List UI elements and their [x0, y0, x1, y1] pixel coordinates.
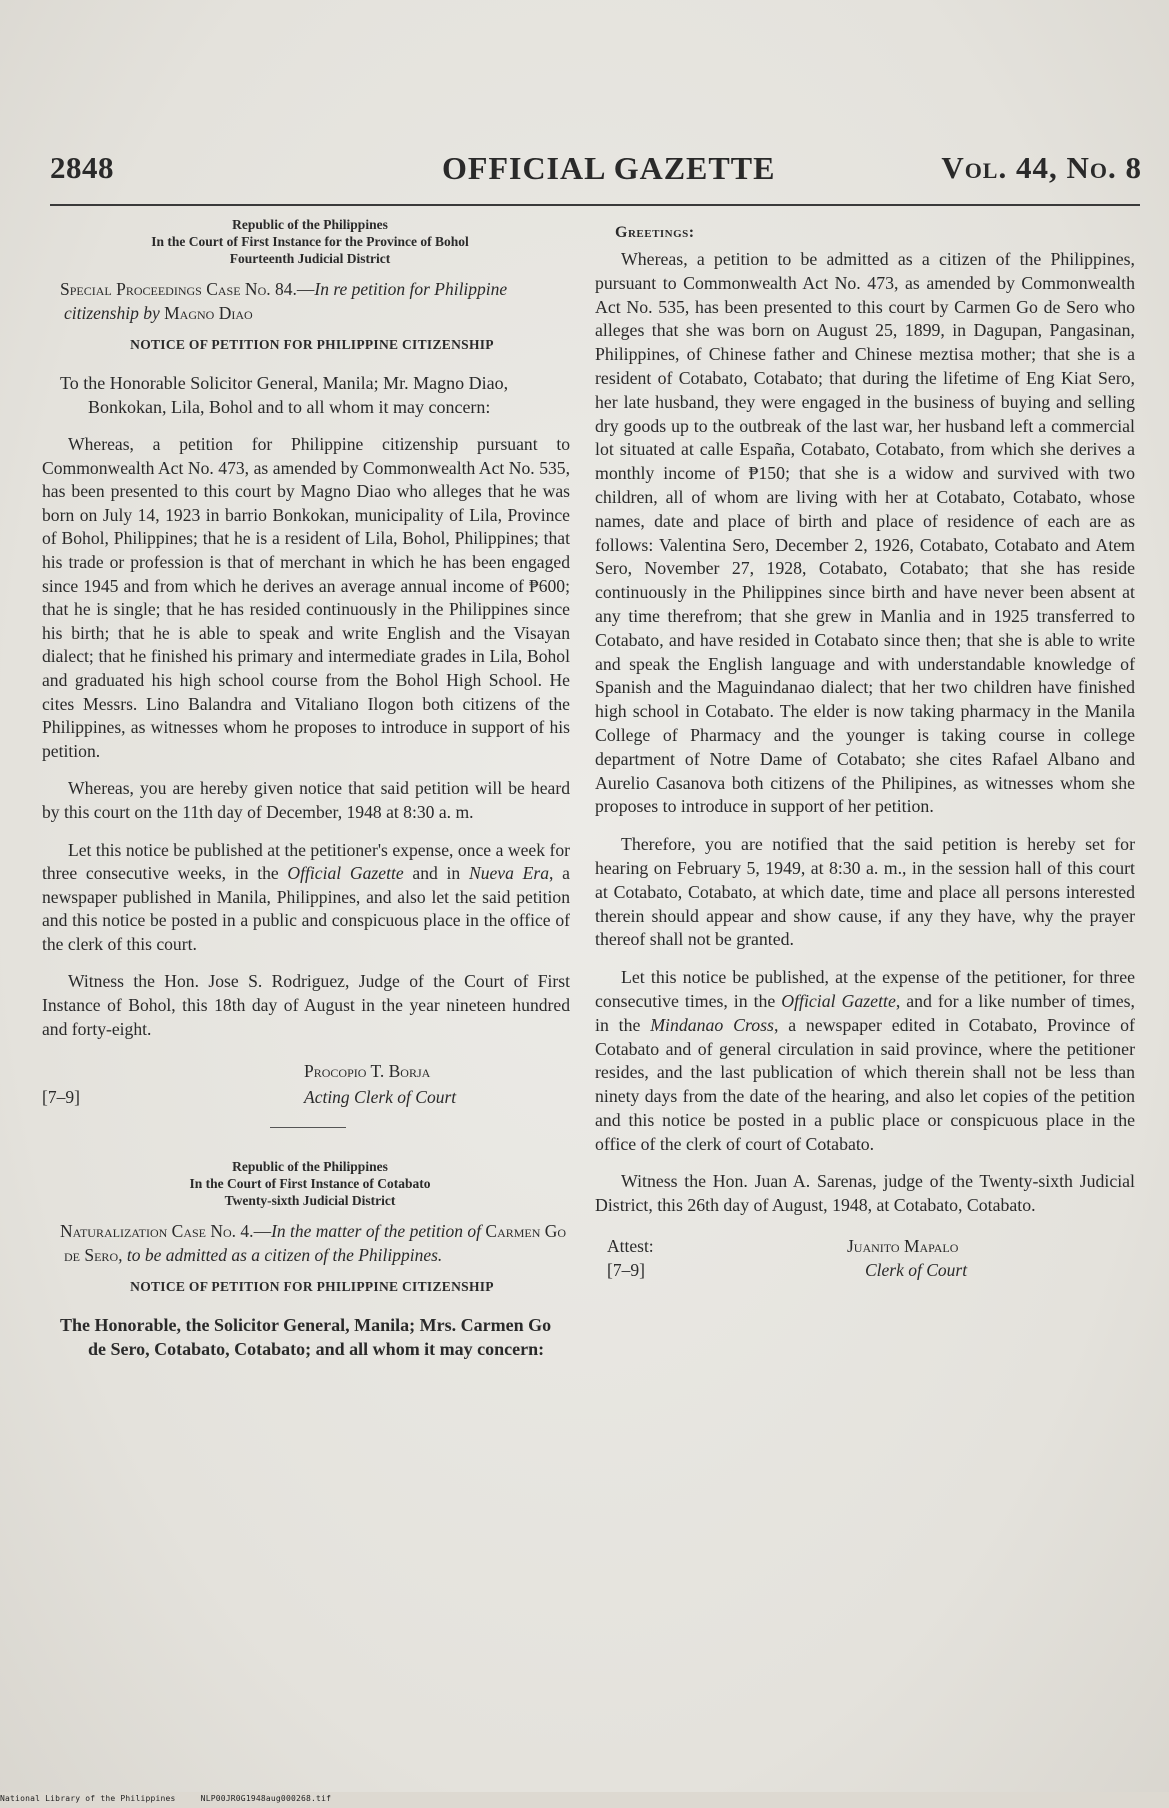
- paragraph: Whereas, a petition to be admitted as a citizen of the Philippines, pursuant to Commonwealth Act No. 473, as amended by Commonwealth Act No. 535, has been presented to this court by Carmen Go de Sero who alleges that she was born on August 25, 1899, in Dagupan, Pangasinan, Philippines, of Chinese father and Chinese meztisa mother; that she is a resident of Cotabato, Cotabato; that during the lifetime of Eng Kiat Sero, her late husband, they were engaged in the business of buying and selling dry goods up to the outbreak of the last war, her husband left a commercial lot situated at calle España, Cotabato, Cotabato, from which she derives a monthly income of ₱150; that she is a widow and survived with two children, all of whom are living with her at Cotabato, Cotabato, whose names, date and place of birth and place of residence of each are as follows: Valentina Sero, December 2, 1926, Cotabato, Cotabato and Atem Sero, November 27, 1928, Cotabato, Cotabato; that she has reside continuously in the Philippines since birth and have never been absent at any time therefrom; that she grew in Manlia and in 1925 transferred to Cotabato, and have resided in Cotabato since then; that she is able to write and speak the English language and with understandable knowledge of Spanish and the Maguindanao dialect; that her two children have finished high school in Cotabato. The elder is now taking pharmacy in the Manila College of Pharmacy and the younger is taking course in college department of Notre Dame of Cotabato; she cites Rafael Albano and Aurelio Casanova both citizens of the Philipines, as witnesses whom she proposes to introduce in support of her petition.: [595, 249, 1135, 817]
- paragraph: Whereas, a petition for Philippine citizenship pursuant to Commonwealth Act No. 473, as amended by Commonwealth Act No. 535, has been presented to this court by Magno Diao who alleges that he was born on July 14, 1923 in barrio Bonkokan, municipality of Lila, Province of Bohol, Philippines; that he is a resident of Lila, Bohol, Philippines; that his trade or profession is that of merchant in which he has been engaged since 1945 and from which he derives an average annual income of ₱600; that he is single; that he has resided continuously in the Philippines since his birth; that he is able to speak and write English and the Visayan dialect; that he finished his primary and intermediate grades in Lila, Bohol and graduated his high school course from the Bohol High School. He cites Messrs. Lino Balandra and Vitaliano Ilogon both citizens of the Philippines, as witnesses whom he proposes to introduce in support of his petition.: [42, 434, 570, 761]
- paragraph: Therefore, you are notified that the said petition is hereby set for hearing on February 5, 1949, at 8:30 a. m., in the session hall of this court at Cotabato, Cotabato, at which date, time and place all persons interested therein should appear and show cause, if any they have, why the prayer thereof shall not be granted.: [595, 834, 1135, 950]
- case-caption: Special Proceedings Case No. 84.—In re petition for Philippine citizenship by Magno Diao: [60, 279, 508, 323]
- page-number: 2848: [50, 150, 114, 185]
- greeting: Greetings:: [615, 224, 695, 241]
- witness-paragraph: Witness the Hon. Juan A. Sarenas, judge of the Twenty-sixth Judicial District, this 26th day of August, 1948, at Cotabato, Cotabato.: [595, 1171, 1135, 1216]
- notice-heading: NOTICE OF PETITION FOR PHILIPPINE CITIZENSHIP: [130, 1279, 494, 1295]
- notice-heading: NOTICE OF PETITION FOR PHILIPPINE CITIZENSHIP: [130, 337, 494, 352]
- signature-block: [40, 1059, 570, 1123]
- addressee: The Honorable, the Solicitor General, Manila; Mrs. Carmen Go de Sero, Cotabato, Cotabato; and all whom it may concern:: [60, 1315, 552, 1360]
- signer-role: Clerk of Court: [865, 1260, 968, 1281]
- case-caption: Naturalization Case No. 4.—In the matter of the petition of Carmen Go de Sero, to be admitted as a citizen of the Philippines.: [60, 1221, 567, 1266]
- issue-number: [7–9]: [42, 1087, 80, 1108]
- publication-paragraph: Let this notice be published, at the expense of the petitioner, for three consecutive times, in the Official Gazette, and for a like number of times, in the Mindanao Cross, a newspaper edited in Cotabato, Province of Cotabato and of general circulation in said province, where the petitioner resides, and the last publication of which therein shall not be less than ninety days from the date of the hearing, and also let copies of the petition and this notice be posted in a public place or conspicuous place in the office of the clerk of court of Cotabato.: [595, 967, 1135, 1154]
- signer-name: Procopio T. Borja: [304, 1061, 431, 1082]
- right-column: [595, 224, 1135, 1294]
- signer-role: Acting Clerk of Court: [304, 1087, 457, 1108]
- issue-number: [7–9]: [607, 1260, 645, 1281]
- court-heading: Republic of the Philippines In the Court of First Instance for the Province of Bohol Fourteenth Judicial District: [151, 217, 469, 266]
- paragraph: Whereas, you are hereby given notice that said petition will be heard by this court on the 11th day of December, 1948 at 8:30 a. m.: [42, 778, 570, 822]
- addressee: To the Honorable Solicitor General, Manila; Mr. Magno Diao, Bonkokan, Lila, Bohol and to all whom it may concern:: [60, 373, 509, 417]
- court-heading: Republic of the Philippines In the Court of First Instance of Cotabato Twenty-sixth Judicial District: [189, 1159, 431, 1209]
- signer-name: Juanito Mapalo: [847, 1236, 959, 1257]
- attest-label: Attest:: [607, 1236, 654, 1257]
- attest-block: [595, 1234, 1135, 1294]
- publication-title: OFFICIAL GAZETTE: [442, 150, 776, 186]
- witness-paragraph: Witness the Hon. Jose S. Rodriguez, Judge of the Court of First Instance of Bohol, this 18th day of August in the year nineteen hundred and forty-eight.: [42, 971, 570, 1039]
- header-rule: [50, 204, 1140, 206]
- volume-number: Vol. 44, No. 8: [941, 150, 1142, 185]
- scan-footer: National Library of the Philippines NLP00JR0G1948aug000268.tif: [0, 1794, 332, 1803]
- publication-paragraph: Let this notice be published at the petitioner's expense, once a week for three consecutive weeks, in the Official Gazette and in Nueva Era, a newspaper published in Manila, Philippines, and also let the said petition and this notice be posted in a public and conspicuous place in the office of the clerk of this court.: [42, 839, 570, 954]
- page-header: [50, 150, 1150, 194]
- left-column: [40, 216, 570, 1361]
